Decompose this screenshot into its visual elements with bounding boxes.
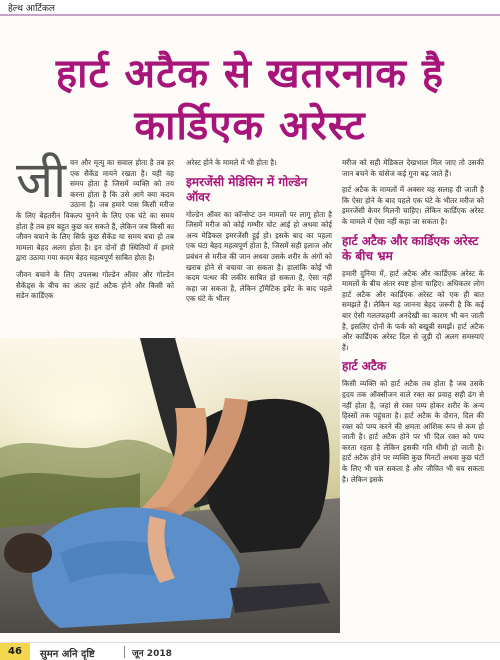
paragraph: जीवन बचाने के लिए उपलब्ध गोल्डेन ऑवर और गोल्डेन सैकेंड्स के बीच का अंतर हार्ट अटैक होने और किसी को सडेन कार्डिएक bbox=[16, 269, 174, 301]
text-column-1 bbox=[16, 151, 174, 308]
paragraph: हमारी दुनिया में, हार्ट अटैक और कार्डिएक अरेस्ट के मामलों के बीच अंतर स्पष्ट होना चाहिए। अधिकतर लोग हार्ट अटैक और कार्डिएक अरेस्ट को एक ही बात समझते हैं। लेकिन यह जानना बेहद जरूरी है कि कई बार ऐसी गलतफहमी अनदेखी का कारण भी बन जाती है, इसलिए दोनों के फर्क को बखूबी समझें। हार्ट अटैक और कार्डिएक अरेस्ट दिल से जुड़ी दो अलग समस्याएं हैं। bbox=[342, 268, 484, 352]
cpr-photo bbox=[0, 338, 340, 633]
top-bar bbox=[0, 0, 500, 16]
issue-date: जून 2018 bbox=[132, 649, 172, 659]
paragraph: अरेस्ट होने के मामले में भी होता है। bbox=[186, 158, 277, 167]
paragraph: किसी व्यक्ति को हार्ट अटैक तब होता है जब उसके हृदय तक ऑक्सीजन वाले रक्त का प्रवाह सही ढंग से नहीं होता है, जहां से रक्त पम्प होकर शरीर के अन्य हिस्सों तक पहुंचता है। हार्ट अटैक के दौरान, दिल की रक्त को पम्प करने की क्षमता आंशिक रूप से कम हो जाती है। हार्ट अटैक होने पर भी दिल रक्त को पम्प करता रहता है लेकिन इसकी गति धीमी हो जाती है। हार्ट अटैक होने पर व्यक्ति कुछ मिनटों अथवा कुछ घंटों के लिए भी चल सकता है और जीवित भी बच सकता है। लेकिन इसके bbox=[342, 379, 484, 484]
article-title-line-1: हार्ट अटैक से खतरनाक है bbox=[55, 50, 445, 97]
publication-name: सुमन अनि दृष्टि bbox=[40, 649, 95, 660]
subheading-confusion: हार्ट अटैक और कार्डिएक अरेस्ट के बीच भ्रम bbox=[342, 233, 479, 263]
section-label: हेल्थ आर्टिकल bbox=[8, 4, 55, 14]
subheading-golden-hour: इमरजेंसी मेडिसिन में गोल्डेन ऑवर bbox=[186, 174, 308, 204]
text-column-3 bbox=[342, 158, 484, 491]
intro-paragraph bbox=[16, 151, 174, 264]
intro-text: वन और मृत्यु का सवाल होता है तब हर एक सैकेंड मायने रखता है। यही वह समय होता है जिसमें व्यक्ति को तय करना होता है कि उसे आगे क्या कदम उठाना है। जब हमारे पास किसी मरीज के लिए बेहतरीन विकल्प चुनने के लिए एक घंटे का समय होता है तब हम बहुत कुछ कर सकते हैं, लेकिन जब किसी का जीवन बचाने के लिए सिर्फ कुछ सैकेंड या समय बचा हो तब मामला बेहद अलग होता है। इन दोनों ही स्थितियों में हमारे द्वारा उठाया गया कदम बेहद महत्वपूर्ण साबित होता है। bbox=[16, 158, 174, 263]
page-number: 46 bbox=[0, 643, 30, 660]
subheading-heart-attack: हार्ट अटैक bbox=[342, 359, 387, 374]
article-title-line-2: कार्डिएक अरेस्ट bbox=[134, 102, 366, 149]
footer-divider bbox=[124, 646, 125, 658]
page-footer bbox=[0, 642, 500, 660]
paragraph: हार्ट अटैक के मामलों में अक्सर यह सलाह दी जाती है कि ऐसा होने के बाद पहले एक घंटे के भीतर मरीज को इमरजेंसी केयर मिलनी चाहिए। लेकिन कार्डिएक अरेस्ट के मामले में ऐसा नहीं कहा जा सकता है। bbox=[342, 185, 484, 226]
drop-cap: जी bbox=[16, 151, 67, 209]
paragraph: गोल्डेन ऑवर का कॉन्सेप्ट उन मामलों पर लागू होता है जिसमें मरीज को कोई गम्भीर चोट आई हो अथवा कोई अन्य मेडिकल इमरजेंसी हुई हो। इसके बाद का पहला एक घंटा बेहद महत्वपूर्ण होता है, जिसमें सही इलाज और प्रबंधन से मरीज की जान अथवा उसके शरीर के अंगों को खराब होने से बचाया जा सकता है। हालांकि कोई भी कदम पत्थर की लकीर साबित हो सकता है, ऐसा नहीं कहा जा सकता है, लेकिन ट्रॉमैटिक इवेंट के बाद पहले एक घंटे के भीतर bbox=[186, 209, 332, 304]
paragraph: मरीज को सही मेडिकल देखभाल मिल जाए तो उसकी जान बचने के चांसेज कई गुना बढ़ जाते हैं। bbox=[342, 158, 484, 178]
text-column-2 bbox=[186, 158, 332, 311]
